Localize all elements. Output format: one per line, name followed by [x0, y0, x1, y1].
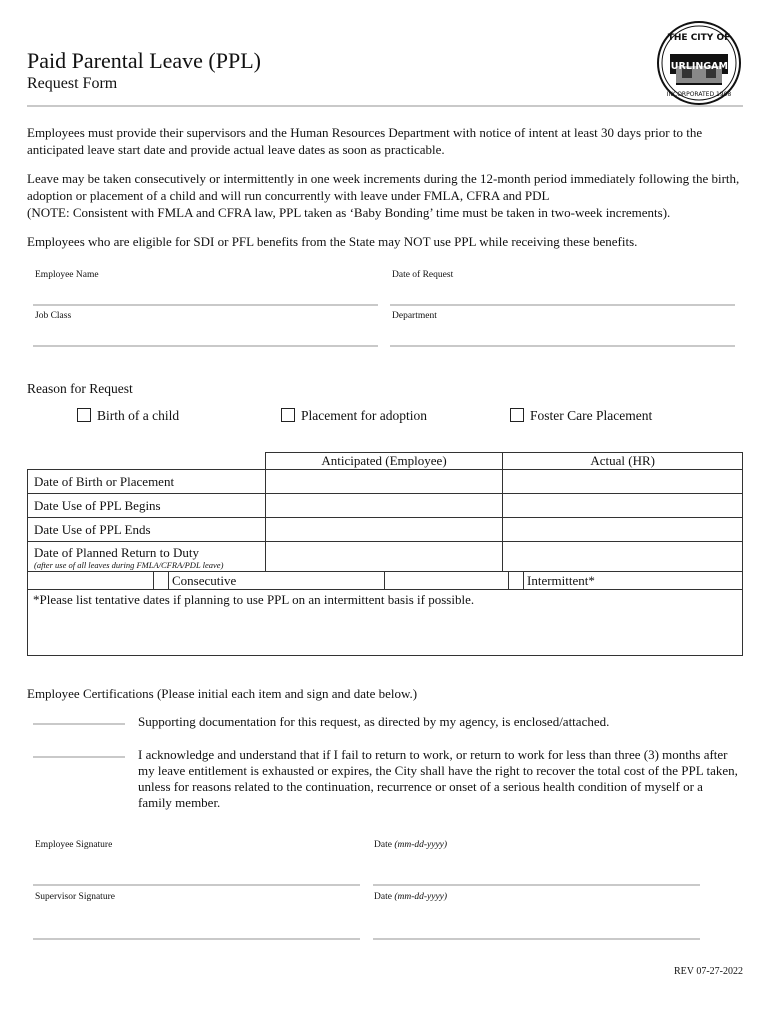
title-divider: [27, 105, 743, 107]
supervisor-date-field[interactable]: [373, 938, 700, 940]
leave-text: Leave may be taken consecutively or intermittently in one week increments during the 12-month period immediately following the birth, adoption or placement of a child and will run concurrently with leave under FMLA, CFRA and PDL: [27, 171, 740, 203]
supervisor-signature-label: Supervisor Signature: [35, 892, 115, 902]
intro-sdi-paragraph: Employees who are eligible for SDI or PFL benefits from the State may NOT use PPL while receiving these benefits.: [27, 234, 638, 249]
page-subtitle: Request Form: [27, 75, 118, 92]
table-row: [28, 542, 743, 572]
table-row: [28, 518, 743, 542]
date-of-request-label: Date of Request: [392, 270, 454, 280]
anticipated-birth-placement-input[interactable]: [265, 470, 503, 494]
anticipated-column-header: Anticipated (Employee): [265, 453, 503, 470]
leave-dates-table: [27, 452, 743, 572]
placement-adoption-label: Placement for adoption: [301, 408, 427, 423]
date-of-request-field[interactable]: [390, 304, 735, 306]
employee-name-field[interactable]: [33, 304, 378, 306]
birth-of-child-checkbox[interactable]: [77, 408, 91, 422]
birth-of-child-label: Birth of a child: [97, 408, 180, 423]
city-seal-logo: [656, 20, 742, 106]
department-field[interactable]: [390, 345, 735, 347]
page-title: Paid Parental Leave (PPL): [27, 48, 261, 73]
svg-text:THE CITY OF: THE CITY OF: [667, 33, 731, 43]
row-label-birth-placement: Date of Birth or Placement: [28, 470, 266, 494]
intro-leave-paragraph: [27, 170, 743, 221]
table-row: [28, 470, 743, 494]
intro-notice-paragraph: Employees must provide their supervisors and the Human Resources Department with notice of intent at least 30 days prior to the anticipated leave start date and provide actual leave dates as soon as practicable.: [27, 125, 703, 157]
employee-date-label: [374, 840, 447, 850]
initial-item2-field[interactable]: [33, 756, 125, 758]
return-to-duty-note: (after use of all leaves during FMLA/CFRA/PDL leave): [34, 559, 224, 570]
date-label-text: Date: [374, 840, 392, 850]
actual-return-input[interactable]: [503, 542, 743, 572]
actual-birth-placement-input[interactable]: [503, 470, 743, 494]
intermittent-label: Intermittent*: [527, 573, 595, 588]
actual-ppl-ends-input[interactable]: [503, 518, 743, 542]
revision-label: REV 07-27-2022: [674, 966, 743, 977]
table-row: [28, 494, 743, 518]
employee-signature-label: Employee Signature: [35, 840, 113, 850]
table-corner-cell: [28, 453, 266, 470]
employee-date-field[interactable]: [373, 884, 700, 886]
row-label-ppl-begins: Date Use of PPL Begins: [28, 494, 266, 518]
leave-type-row: [27, 571, 743, 590]
anticipated-return-input[interactable]: [265, 542, 503, 572]
employee-name-label: Employee Name: [35, 270, 99, 280]
return-to-duty-text: Date of Planned Return to Duty: [34, 544, 199, 560]
reason-heading: Reason for Request: [27, 381, 133, 396]
svg-text:BURLINGAME: BURLINGAME: [663, 61, 735, 72]
date-format-hint: (mm-dd-yyyy): [394, 892, 448, 902]
initial-item1-field[interactable]: [33, 723, 125, 725]
supervisor-date-label: [374, 892, 447, 902]
supervisor-signature-field[interactable]: [33, 938, 360, 940]
leave-note: (NOTE: Consistent with FMLA and CFRA law, PPL taken as ‘Baby Bonding’ time must be taken in two-week increments).: [27, 205, 671, 220]
cert-item2-text: I acknowledge and understand that if I fail to return to work, or return to work for less than three (3) months after my leave entitlement is exhausted or expires, the City shall have the right to recover the total cost of the PPL taken, unless for reasons related to the continuation, recurrence or onset of a serious health condition of myself or a family member.: [138, 747, 738, 810]
job-class-field[interactable]: [33, 345, 378, 347]
consecutive-label: Consecutive: [172, 573, 237, 588]
actual-column-header: Actual (HR): [503, 453, 743, 470]
date-format-hint: (mm-dd-yyyy): [394, 840, 448, 850]
consecutive-checkbox[interactable]: [153, 571, 169, 590]
svg-text:INCORPORATED 1908: INCORPORATED 1908: [666, 91, 732, 98]
foster-care-label: Foster Care Placement: [530, 408, 653, 423]
department-label: Department: [392, 311, 437, 321]
anticipated-ppl-ends-input[interactable]: [265, 518, 503, 542]
actual-ppl-begins-input[interactable]: [503, 494, 743, 518]
intermittent-note: *Please list tentative dates if planning to use PPL on an intermittent basis if possible.: [33, 592, 475, 607]
certifications-heading: Employee Certifications (Please initial each item and sign and date below.): [27, 686, 418, 701]
job-class-label: Job Class: [35, 311, 72, 321]
employee-signature-field[interactable]: [33, 884, 360, 886]
intermittent-checkbox[interactable]: [508, 571, 524, 590]
foster-care-checkbox[interactable]: [510, 408, 524, 422]
row-label-return-to-duty: [28, 542, 266, 572]
cert-item1-text: Supporting documentation for this request, as directed by my agency, is enclosed/attached.: [138, 714, 610, 729]
anticipated-ppl-begins-input[interactable]: [265, 494, 503, 518]
row-label-ppl-ends: Date Use of PPL Ends: [28, 518, 266, 542]
placement-adoption-checkbox[interactable]: [281, 408, 295, 422]
leave-type-divider: [384, 571, 385, 590]
date-label-text: Date: [374, 892, 392, 902]
